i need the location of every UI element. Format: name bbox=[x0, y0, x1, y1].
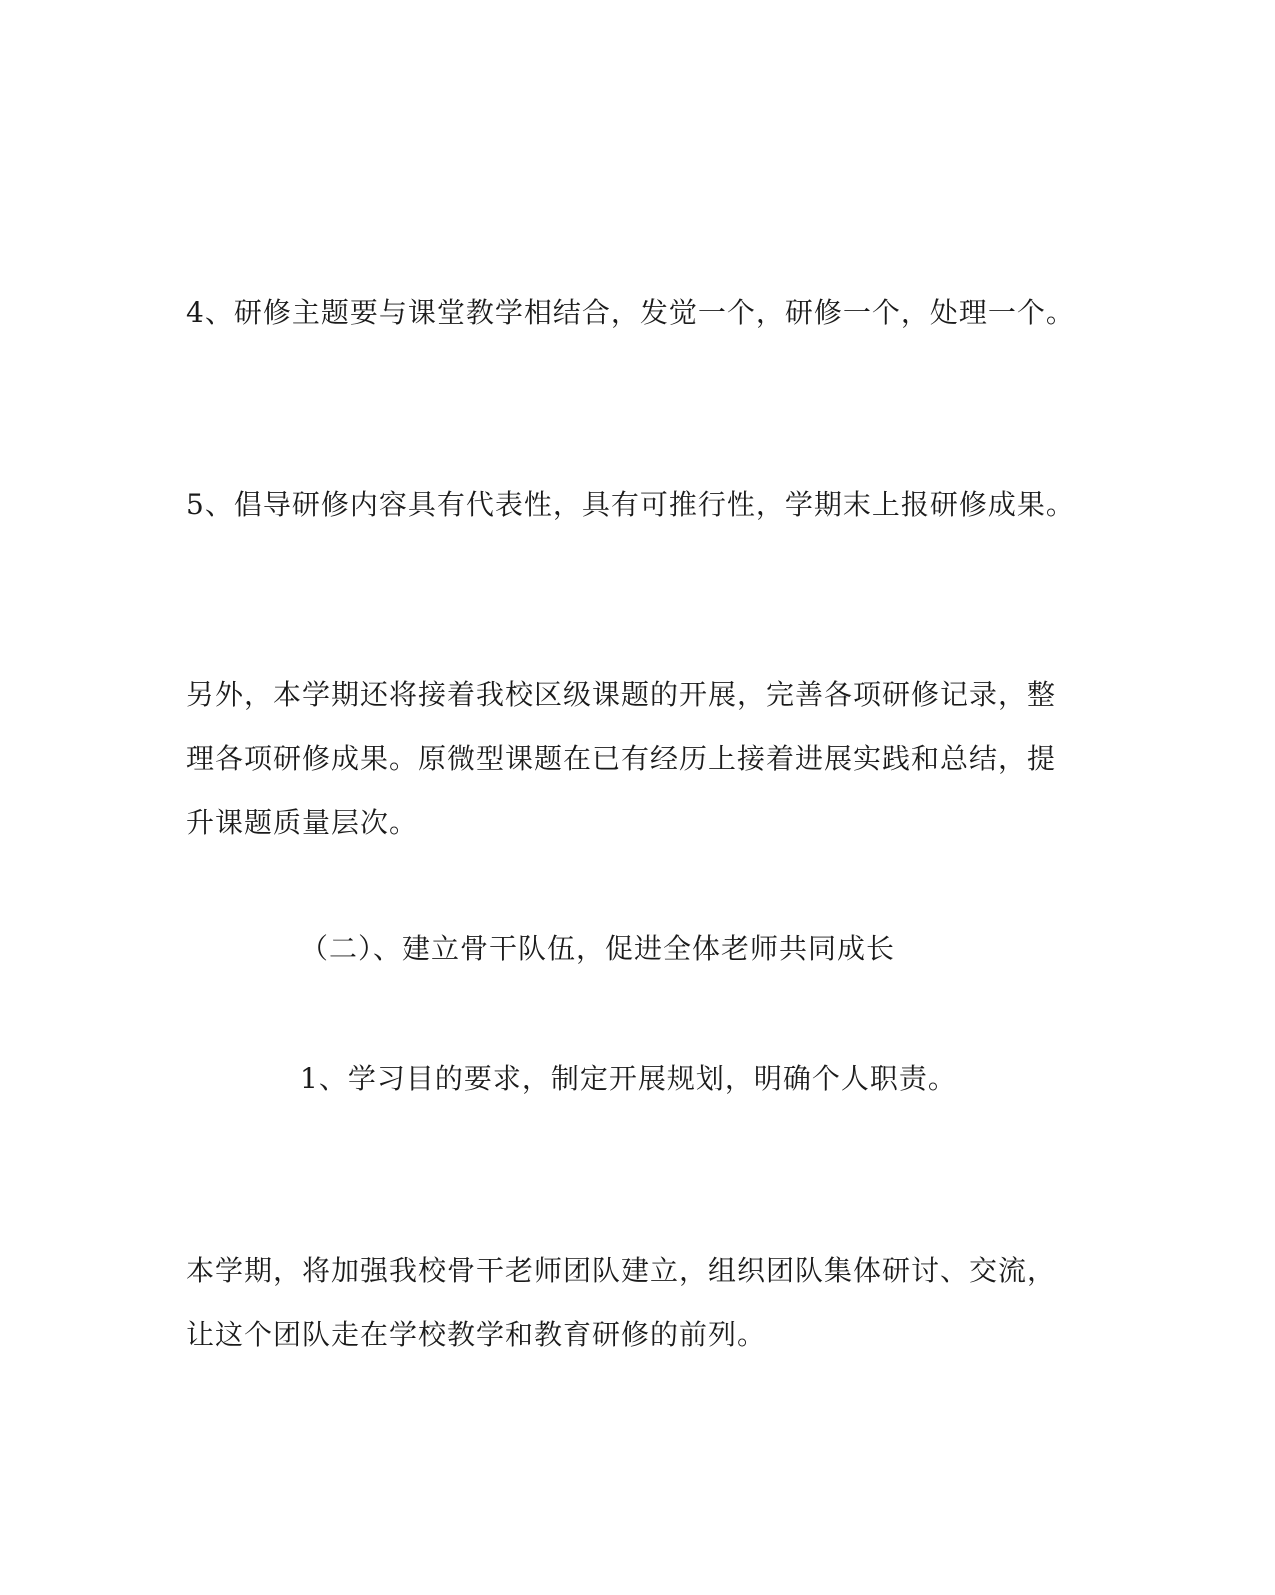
section-2-heading: （二）、建立骨干队伍，促进全体老师共同成长 bbox=[300, 932, 896, 965]
paragraph-other-line-2: 理各项研修成果。原微型课题在已有经历上接着进展实践和总结，提 bbox=[186, 742, 1057, 775]
item-5-text: 5、倡导研修内容具有代表性，具有可推行性，学期末上报研修成果。 bbox=[186, 488, 1075, 521]
section-2-item-1: 1、学习目的要求，制定开展规划，明确个人职责。 bbox=[300, 1062, 957, 1095]
paragraph-team-line-2: 让这个团队走在学校教学和教育研修的前列。 bbox=[186, 1318, 767, 1351]
item-4-text: 4、研修主题要与课堂教学相结合，发觉一个，研修一个，处理一个。 bbox=[186, 296, 1075, 329]
paragraph-other-line-3: 升课题质量层次。 bbox=[186, 806, 419, 839]
paragraph-other-line-1: 另外，本学期还将接着我校区级课题的开展，完善各项研修记录，整 bbox=[186, 678, 1057, 711]
paragraph-team-line-1: 本学期，将加强我校骨干老师团队建立，组织团队集体研讨、交流， bbox=[186, 1254, 1057, 1287]
